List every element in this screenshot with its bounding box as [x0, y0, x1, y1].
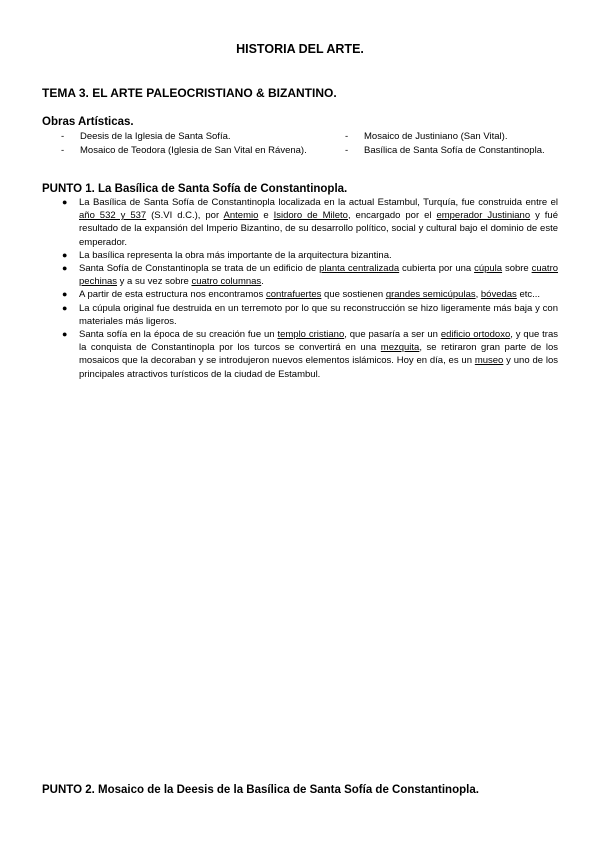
- underlined-term: templo cristiano: [277, 329, 345, 341]
- text-run: cubierta por una: [399, 263, 475, 275]
- bullet-item: [62, 249, 558, 262]
- underlined-term: año 532 y 537: [79, 210, 147, 222]
- text-run: La basílica representa la obra más importante de la arquitectura bizantina.: [79, 249, 392, 261]
- bullet-dot-icon: ●: [62, 263, 68, 274]
- underlined-term: planta centralizada: [319, 263, 400, 275]
- text-run: , se retiraron gran parte de los mosaicos que la decoraban y se introdujeron nuevos elementos islámicos. Hoy en día, es un: [79, 342, 558, 367]
- text-run: y fué resultado de la expansión del Imperio Bizantino, de su desarrollo político, social y cultural bajo el dominio de este emperador.: [79, 210, 558, 248]
- underlined-term: emperador Justiniano: [436, 210, 531, 222]
- text-run: , y que tras la conquista de Constantinopla por los turcos se convertirá en una: [79, 329, 558, 354]
- underlined-term: cuatro pechinas: [79, 263, 559, 288]
- bullet-item: [62, 288, 558, 301]
- bullet-item: [62, 196, 558, 249]
- text-run: La cúpula original fue destruida en un terremoto por lo que su reconstrucción se hizo ligeramente más baja y con materiales más ligeros.: [79, 302, 558, 327]
- artworks-list-right: [345, 130, 545, 158]
- text-run: .: [261, 276, 264, 288]
- artwork-item: - Mosaico de Teodora (Iglesia de San Vital en Rávena).: [61, 144, 307, 158]
- artwork-item: - Basílica de Santa Sofía de Constantinopla.: [345, 144, 545, 158]
- underlined-term: Isidoro de Mileto: [273, 210, 348, 222]
- section-1-bullet-list: [62, 196, 558, 381]
- text-run: etc...: [516, 289, 541, 301]
- text-run: La Basílica de Santa Sofía de Constantinopla localizada en la actual Estambul, Turquía, fue construida entre el: [79, 197, 558, 208]
- text-run: que sostienen: [321, 289, 386, 301]
- text-run: Santa Sofía de Constantinopla se trata de un edificio de: [79, 263, 320, 275]
- text-run: y uno de los principales atractivos turísticos de la ciudad de Estambul.: [79, 355, 558, 380]
- artwork-item: - Deesis de la Iglesia de Santa Sofía.: [61, 130, 307, 144]
- underlined-term: edificio ortodoxo: [440, 329, 511, 341]
- artwork-item: - Mosaico de Justiniano (San Vital).: [345, 130, 545, 144]
- artworks-heading: Obras Artísticas.: [42, 116, 134, 128]
- bullet-dot-icon: ●: [62, 289, 68, 300]
- section-1-heading: PUNTO 1. La Basílica de Santa Sofía de Constantinopla.: [42, 183, 348, 195]
- section-2-heading: PUNTO 2. Mosaico de la Deesis de la Basílica de Santa Sofía de Constantinopla.: [42, 784, 479, 796]
- text-run: e: [258, 210, 274, 222]
- text-run: Santa sofía en la época de su creación fue un: [79, 329, 278, 341]
- underlined-term: cuatro columnas: [191, 276, 262, 288]
- bullet-item: [62, 262, 558, 288]
- bullet-dot-icon: ●: [62, 197, 68, 207]
- text-run: (S.VI d.C.), por: [146, 210, 224, 222]
- text-run: ,: [475, 289, 481, 301]
- underlined-term: Antemio: [223, 210, 259, 222]
- underlined-term: mezquita: [380, 342, 420, 354]
- bullet-item: [62, 328, 558, 381]
- bullet-dot-icon: ●: [62, 329, 68, 340]
- document-title: HISTORIA DEL ARTE.: [236, 42, 364, 56]
- topic-heading: TEMA 3. EL ARTE PALEOCRISTIANO & BIZANTINO.: [42, 86, 337, 100]
- text-run: , encargado por el: [347, 210, 437, 222]
- underlined-term: contrafuertes: [265, 289, 322, 301]
- underlined-term: cúpula: [474, 263, 503, 275]
- bullet-item: [62, 302, 558, 328]
- underlined-term: bóvedas: [480, 289, 517, 301]
- text-run: , que pasaría a ser un: [344, 329, 441, 341]
- text-run: A partir de esta estructura nos encontramos: [79, 289, 266, 301]
- bullet-dot-icon: ●: [62, 249, 68, 260]
- text-run: y a su vez sobre: [117, 276, 192, 288]
- text-run: sobre: [502, 263, 532, 275]
- artworks-list-left: [61, 130, 307, 158]
- underlined-term: grandes semicúpulas: [385, 289, 476, 301]
- bullet-dot-icon: ●: [62, 302, 68, 313]
- underlined-term: museo: [474, 355, 504, 367]
